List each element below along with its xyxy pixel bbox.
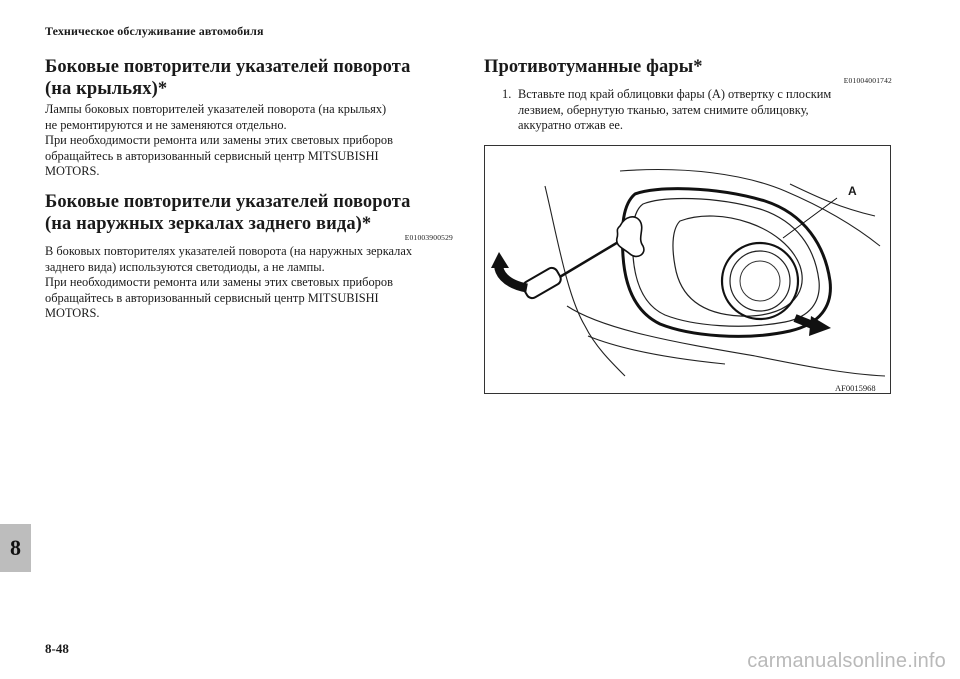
text-line: аккуратно отжав ее.	[518, 118, 623, 133]
section-title-fender-repeaters	[45, 56, 453, 100]
text-line: В боковых повторителях указателей поворота (на наружных зеркалах	[45, 243, 413, 258]
section-title-fog-lamps: Противотуманные фары*	[484, 57, 703, 77]
section-title-mirror-repeaters	[45, 191, 453, 235]
text-line: обращайтесь в авторизованный сервисный центр MITSUBISHI	[45, 290, 379, 305]
cloth-icon	[617, 217, 644, 257]
chapter-tab: 8	[0, 524, 31, 572]
figure-label-a: A	[848, 184, 857, 198]
section-code: E01003900529	[404, 232, 453, 242]
fog-lamp-illustration	[484, 145, 891, 394]
step-number: 1.	[502, 87, 512, 101]
title-line: Боковые повторители указателей поворота	[45, 191, 411, 212]
text-line: Лампы боковых повторителей указателей поворота (на крыльях)	[45, 102, 387, 116]
step-text	[518, 87, 831, 134]
title-line: (на крыльях)*	[45, 79, 168, 99]
figure-code: AF0015968	[835, 383, 876, 393]
step-item	[484, 87, 892, 134]
text-line: не ремонтируются и не заменяются отдельно.	[45, 117, 287, 132]
page-number: 8-48	[45, 641, 69, 656]
arrow-icon	[491, 252, 527, 288]
section-code: E01004001742	[843, 76, 892, 85]
title-line: Боковые повторители указателей поворота	[45, 57, 411, 77]
fog-lamp-icon	[722, 243, 798, 319]
text-line: заднего вида) используются светодиоды, а не лампы.	[45, 259, 325, 274]
text-line: При необходимости ремонта или замены этих световых приборов	[45, 133, 393, 148]
text-line: При необходимости ремонта или замены этих световых приборов	[45, 275, 393, 290]
step-list	[484, 87, 892, 134]
arrow-icon	[795, 316, 831, 336]
title-line: (на наружных зеркалах заднего вида)*	[45, 213, 372, 234]
illustration-drawing	[485, 146, 892, 395]
left-column	[45, 56, 453, 322]
right-column	[484, 56, 892, 134]
paragraph	[45, 102, 453, 180]
watermark: carmanualsonline.info	[747, 650, 946, 672]
text-line: лезвием, обернутую тканью, затем снимите облицовку,	[518, 102, 809, 117]
text-line: MOTORS.	[45, 306, 100, 321]
screwdriver-icon	[521, 238, 625, 300]
text-line: обращайтесь в авторизованный сервисный центр MITSUBISHI	[45, 148, 379, 163]
text-line: MOTORS.	[45, 164, 100, 179]
text-line: Вставьте под край облицовки фары (A) отвертку с плоским	[518, 87, 832, 101]
paragraph	[45, 244, 453, 322]
running-header: Техническое обслуживание автомобиля	[45, 24, 264, 38]
